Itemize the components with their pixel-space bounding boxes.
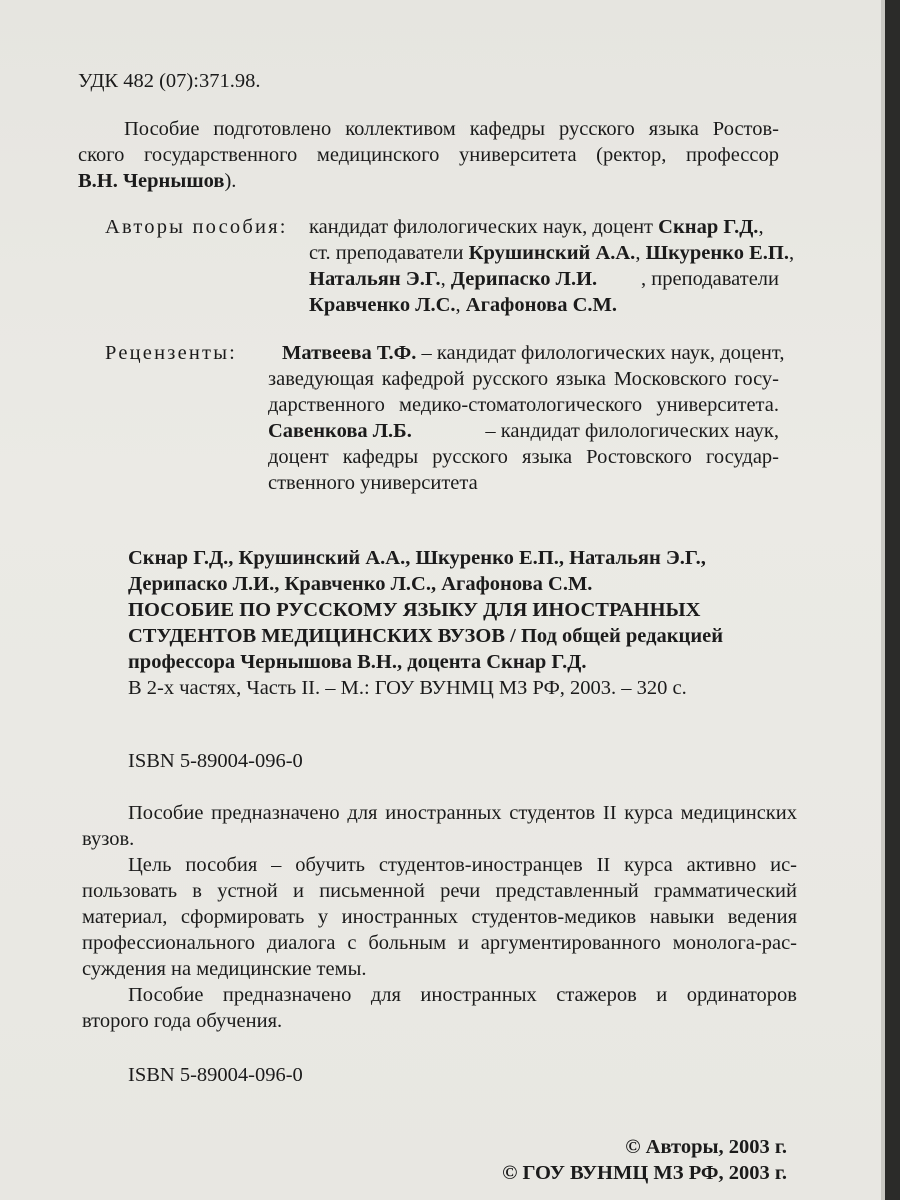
author-shkurenko: Шкуренко Е.П. — [645, 242, 789, 264]
authors-label: Авторы пособия: — [105, 216, 288, 238]
rector-name: В.Н. Чернышов — [78, 170, 225, 192]
author-deripasko: Дерипаско Л.И. — [450, 268, 598, 290]
goal-line-5: суждения на медицинские темы. — [82, 958, 367, 980]
isbn-bottom: ISBN 5-89004-096-0 — [128, 1064, 303, 1086]
authors-line-4-sep: , — [455, 294, 466, 316]
isbn-top: ISBN 5-89004-096-0 — [128, 750, 303, 772]
biblio-authors-1: Скнар Г.Д., Крушинский А.А., Шкуренко Е.П., Натальян Э.Г., — [128, 547, 706, 569]
audience-line-2: второго года обучения. — [82, 1010, 283, 1032]
reviewers-line-1 — [282, 340, 784, 366]
reviewer-matveeva: Матвеева Т.Ф. — [282, 342, 417, 364]
authors-line-4 — [309, 292, 617, 318]
biblio-authors-2: Дерипаско Л.И., Кравченко Л.С., Агафонова С.М. — [128, 573, 593, 595]
copyright-authors: © Авторы, 2003 г. — [625, 1136, 787, 1158]
reviewers-line-6: ственного университета — [268, 472, 478, 494]
author-krushinsky: Крушинский А.А. — [468, 242, 636, 264]
authors-line-1-text: кандидат филологических наук, доцент — [309, 216, 659, 238]
reviewers-line-4-text: – кандидат филологических наук, — [485, 420, 779, 442]
authors-line-3-end: , преподаватели — [641, 268, 779, 290]
authors-line-2 — [309, 240, 794, 266]
reviewers-line-4 — [268, 418, 779, 444]
book-binding — [885, 0, 900, 1200]
author-natalyan: Натальян Э.Г. — [309, 268, 441, 290]
authors-line-2-text: ст. преподаватели — [309, 242, 469, 264]
authors-line-1-end: , — [758, 216, 764, 238]
biblio-editors: профессора Чернышова В.Н., доцента Скнар Г.Д. — [128, 651, 587, 673]
udk-code: УДК 482 (07):371.98. — [78, 70, 261, 92]
reviewers-line-1-text: – кандидат филологических наук, доцент, — [416, 342, 785, 364]
goal-line-3: материал, сформировать у иностранных студентов-медиков навыки ведения — [82, 906, 797, 928]
reviewers-label: Рецензенты: — [105, 342, 238, 364]
authors-line-1 — [309, 214, 764, 240]
intro-line-2: ского государственного медицинского университета (ректор, профессор — [78, 144, 779, 166]
reviewers-line-2: заведующая кафедрой русского языка Московского госу- — [268, 368, 779, 390]
intro-line-3-end: ). — [224, 170, 237, 192]
author-kravchenko: Кравченко Л.С. — [309, 294, 456, 316]
biblio-imprint: В 2-х частях, Часть II. – М.: ГОУ ВУНМЦ МЗ РФ, 2003. – 320 с. — [128, 677, 687, 699]
intro-line-3 — [78, 168, 236, 194]
authors-line-3-sep: , — [440, 268, 451, 290]
goal-line-1: Цель пособия – обучить студентов-иностранцев II курса активно ис- — [128, 854, 797, 876]
reviewers-line-5: доцент кафедры русского языка Ростовского государ- — [268, 446, 779, 468]
biblio-title-1: ПОСОБИЕ ПО РУССКОМУ ЯЗЫКУ ДЛЯ ИНОСТРАННЫХ — [128, 599, 701, 621]
goal-line-4: профессионального диалога с больным и аргументированного монолога-рас- — [82, 932, 797, 954]
purpose-line-1: Пособие предназначено для иностранных студентов II курса медицинских — [128, 802, 797, 824]
author-sknar: Скнар Г.Д. — [658, 216, 759, 238]
authors-line-2-end: , — [788, 242, 795, 264]
reviewers-line-3: дарственного медико-стоматологического университета. — [268, 394, 779, 416]
authors-line-3 — [309, 266, 779, 292]
purpose-line-2: вузов. — [82, 828, 135, 850]
author-agafonova: Агафонова С.М. — [465, 294, 617, 316]
authors-line-2-sep: , — [635, 242, 646, 264]
goal-line-2: пользовать в устной и письменной речи представленный грамматический — [82, 880, 797, 902]
reviewer-savenkova: Савенкова Л.Б. — [268, 420, 412, 442]
intro-line-1: Пособие подготовлено коллективом кафедры русского языка Ростов- — [124, 118, 779, 140]
copyright-publisher: © ГОУ ВУНМЦ МЗ РФ, 2003 г. — [502, 1162, 787, 1184]
audience-line-1: Пособие предназначено для иностранных стажеров и ординаторов — [128, 984, 797, 1006]
biblio-title-2: СТУДЕНТОВ МЕДИЦИНСКИХ ВУЗОВ / Под общей редакцией — [128, 625, 724, 647]
